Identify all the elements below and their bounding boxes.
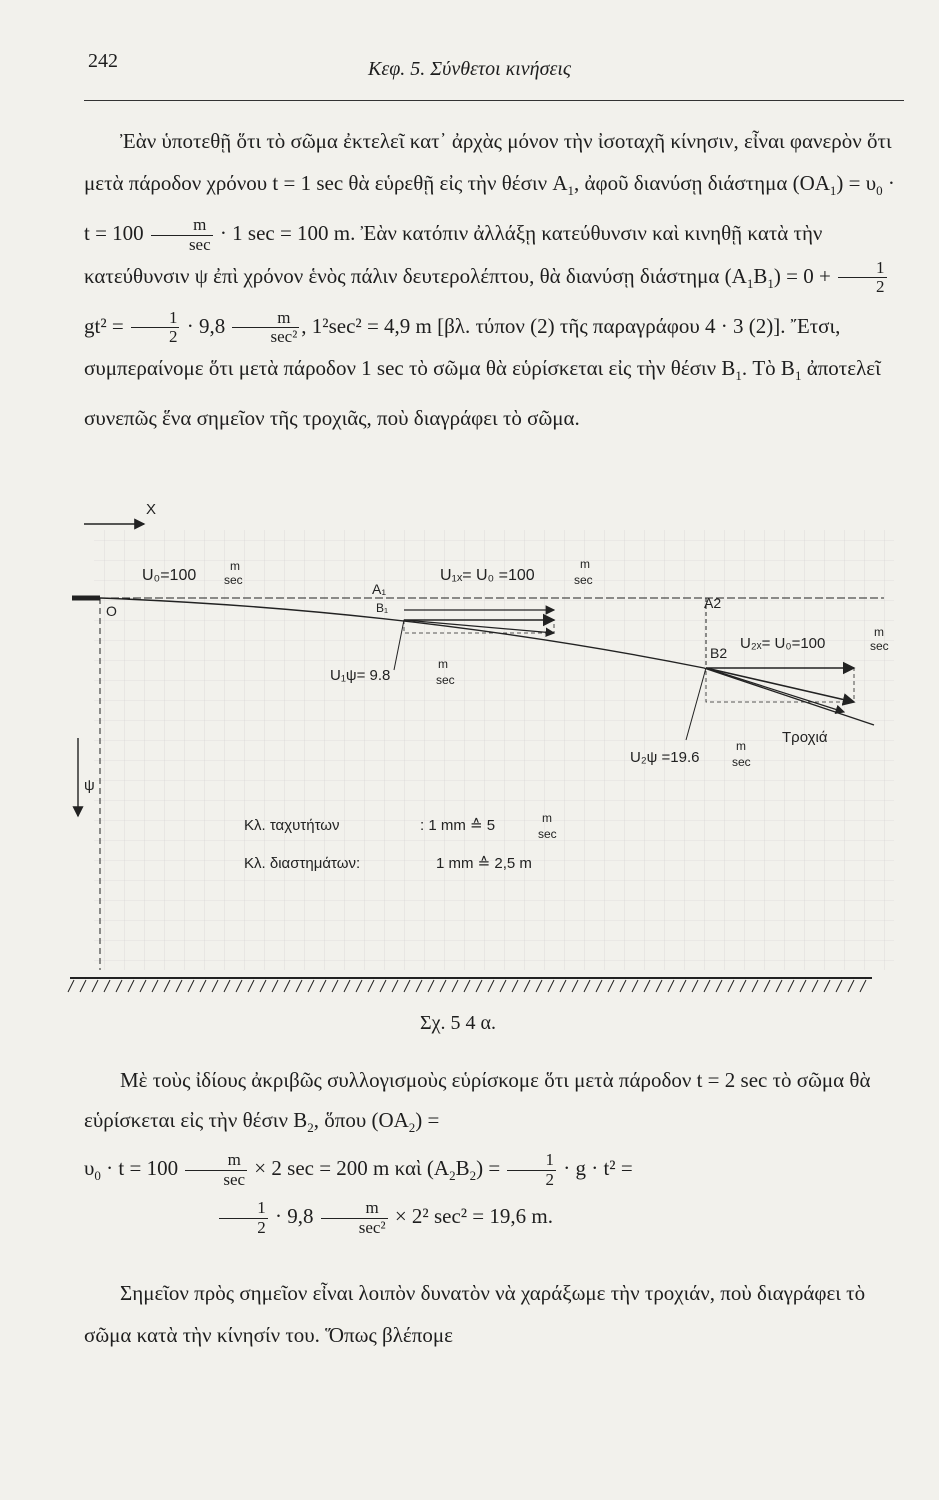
u0-unit-m: m	[230, 559, 240, 573]
u0-label: U₀=100	[142, 567, 197, 584]
header-rule	[84, 100, 904, 101]
scale-velocity-label: Κλ. ταχυτήτων	[244, 817, 340, 834]
u1psi-unit-sec: sec	[436, 673, 455, 687]
fraction-m-sec: $\frac{m}{\sec}$	[151, 216, 213, 254]
scale-distance-value: 1 mm ≙ 2,5 m	[436, 855, 532, 872]
a1-label: A₁	[372, 581, 387, 597]
u1psi-label: U₁ψ= 9.8	[330, 667, 391, 684]
y-axis-label: ψ	[84, 777, 95, 794]
trajectory-label: Τροχιά	[782, 729, 828, 746]
u1x-unit-sec: sec	[574, 573, 593, 587]
b1-label: B₁	[376, 601, 389, 615]
u1x-unit-m: m	[580, 557, 590, 571]
fraction-half: $\frac{1}{2}$	[507, 1151, 556, 1189]
fraction-m-sec2: $\frac{m}{\text{sec²}}$	[232, 309, 299, 347]
grid-background	[94, 530, 894, 970]
u2psi-unit-sec: sec	[732, 755, 751, 769]
figure-caption: Σχ. 5 4 α.	[420, 1012, 496, 1034]
scale-velocity-value: : 1 mm ≙ 5	[420, 817, 496, 834]
page-number: 242	[88, 50, 118, 72]
a2-label: A2	[704, 595, 722, 611]
scale-velocity-unit-m: m	[542, 811, 552, 825]
u1psi-unit-m: m	[438, 657, 448, 671]
u2x-unit-sec: sec	[870, 639, 889, 653]
paragraph-2: Μὲ τοὺς ἰδίους ἀκριβῶς συλλογισμοὺς εὑρίσκομε ὅτι μετὰ πάροδον t = 2 sec τὸ σῶμα θὰ εὑρίσκεται εἰς τὴν θέσιν $B_2$, ὅπου $(OA_2)$ = $\upsilon_0 \cdot t = 100$ $\frac{m}{\sec}$ × 2 sec = 200 m καὶ $(A_2B_2)$ = $\frac{1}{2}$ · g · t² = $\frac{1}{2}$ · 9,8 $\frac{m}{\text{sec²}}$ × 2² sec² = 19,6 m.	[84, 1068, 871, 1238]
fraction-m-sec: $\frac{m}{\sec}$	[185, 1151, 247, 1189]
fraction-half: $\frac{1}{2}$	[219, 1199, 268, 1237]
origin-label: O	[106, 603, 117, 619]
figure-trajectory-diagram	[64, 500, 904, 1000]
fraction-half: $\frac{1}{2}$	[838, 259, 887, 297]
b2-label: B2	[710, 645, 728, 661]
scale-velocity-unit-sec: sec	[538, 827, 557, 841]
u1x-label: U₁ₓ= U₀ =100	[440, 567, 535, 584]
x-axis-label: X	[146, 501, 157, 518]
running-title: Κεφ. 5. Σύνθετοι κινήσεις	[368, 58, 572, 80]
ground-hatching	[68, 980, 866, 992]
u2psi-unit-m: m	[736, 739, 746, 753]
u2x-label: U₂ₓ= U₀=100	[740, 635, 826, 652]
fraction-m-sec2: $\frac{m}{\text{sec²}}$	[321, 1199, 388, 1237]
paragraph-3: Σημεῖον πρὸς σημεῖον εἶναι λοιπὸν δυνατὸν νὰ χαράξωμε τὴν τροχιάν, ποὺ διαγράφει τὸ σῶμα κατὰ τὴν κίνησίν του. Ὅπως βλέπομε	[84, 1281, 866, 1347]
paragraph-1: Ἐὰν ὑποτεθῇ ὅτι τὸ σῶμα ἐκτελεῖ κατ᾽ ἀρχὰς μόνον τὴν ἰσοταχῆ κίνησιν, εἶναι φανερὸν ὅτι μετὰ πάροδον χρόνου t = 1 sec θὰ εὑρεθῇ εἰς τὴν θέσιν $A_1$, ἀφοῦ διανύσῃ διάστημα $(OA_1) = \upsilon_0 \cdot t = 100$ $\frac{m}{\sec}$ · 1 sec = 100 m. Ἐὰν κατόπιν ἀλλάξῃ κατεύθυνσιν καὶ κινηθῇ κατὰ τὴν κατεύθυνσιν ψ ἐπὶ χρόνον ἑνὸς πάλιν δευτερολέπτου, θὰ διανύσῃ διάστημα $(A_1B_1) = 0$ + $\frac{1}{2}$ gt² = $\frac{1}{2}$ · 9,8 $\frac{m}{\text{sec²}}$ , 1²sec² = 4,9 m [βλ. τύπον (2) τῆς παραγράφου 4 · 3 (2)]. Ἔτσι, συμπεραίνομε ὅτι μετὰ πάροδον 1 sec τὸ σῶμα θὰ εὑρίσκεται εἰς τὴν θέσιν $B_1$. Τὸ $B_1$ ἀποτελεῖ συνεπῶς ἕνα σημεῖον τῆς τροχιᾶς, ποὺ διαγράφει τὸ σῶμα.	[84, 129, 895, 431]
u0-unit-sec: sec	[224, 573, 243, 587]
u2psi-label: U₂ψ =19.6	[630, 749, 700, 766]
u2x-unit-m: m	[874, 625, 884, 639]
scale-distance-label: Κλ. διαστημάτων:	[244, 855, 361, 872]
fraction-half: $\frac{1}{2}$	[131, 309, 180, 347]
